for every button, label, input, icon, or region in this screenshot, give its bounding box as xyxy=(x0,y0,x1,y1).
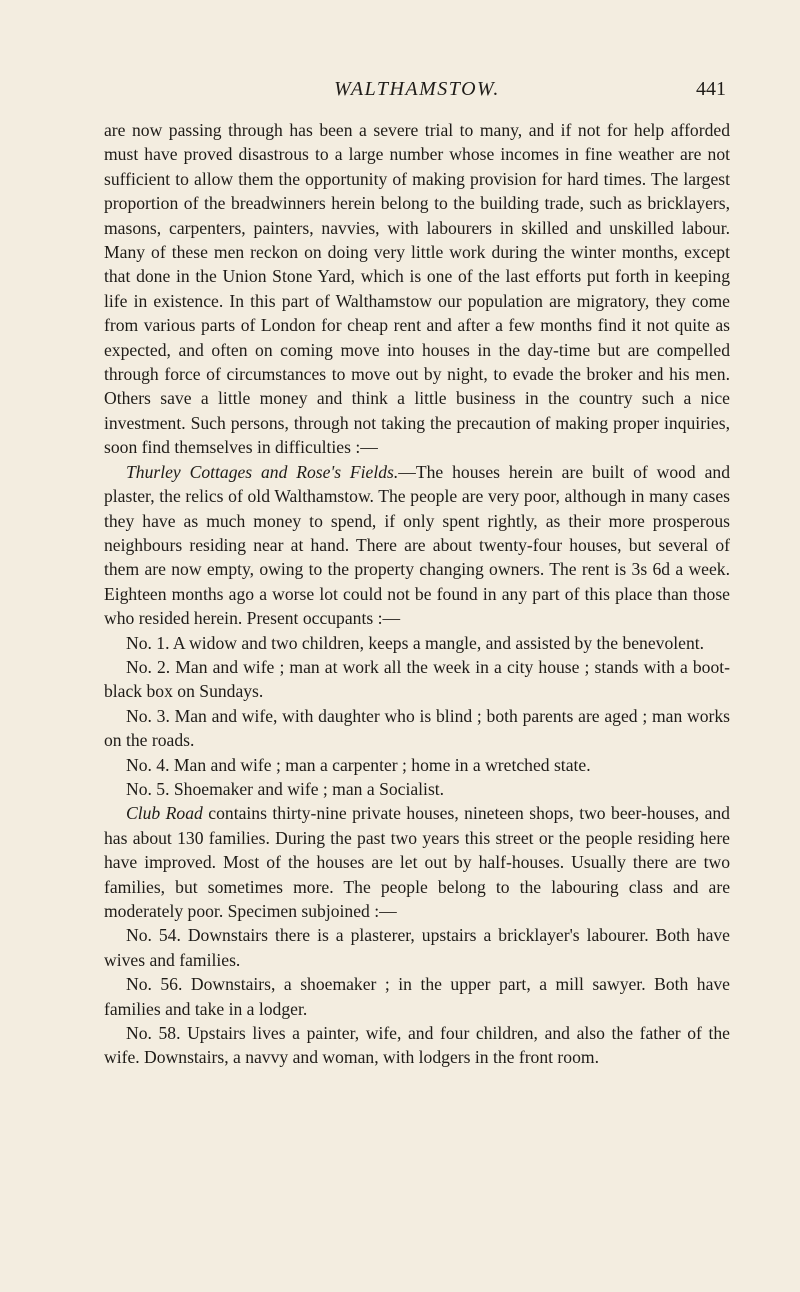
occupant-entry-no-3 xyxy=(104,704,730,753)
occupant-entry-no-58 xyxy=(104,1021,730,1070)
paragraph-thurley-cottages xyxy=(104,460,730,631)
occupant-entry-no-5 xyxy=(104,777,730,801)
paragraph-text: —The houses herein are built of wood and plaster, the relics of old Walthamstow. The people are very poor, although in many cases they have as much money to spend, if only spent rightly, as their more prosperous neighbours residing near at hand. There are about twenty-four houses, but several of them are now empty, owing to the property changing owners. The rent is 3s 6d a week. Eighteen months ago a worse lot could not be found in any part of this place than those who resided herein. Present occupants :— xyxy=(104,461,730,629)
paragraph-text: No. 2. Man and wife ; man at work all the week in a city house ; stands with a boot-black box on Sundays. xyxy=(104,656,730,702)
paragraph-text: No. 56. Downstairs, a shoemaker ; in the upper part, a mill sawyer. Both have families and take in a lodger. xyxy=(104,974,730,1019)
paragraph-text: are now passing through has been a severe trial to many, and if not for help afforded must have proved disastrous to a large number whose incomes in fine weather are not sufficient to allow them the opportunity of making provision for hard times. The largest proportion of the breadwinners herein belong to the building trade, such as bricklayers, masons, carpenters, painters, navvies, with labourers in skilled and unskilled labour. Many of these men reckon on doing very little work during the winter months, except that done in the Union Stone Yard, which is one of the last efforts put forth in keeping life in existence. In this part of Walthamstow our population are migratory, they come from various parts of London for cheap rent and after a few months find it not quite as expected, and often on coming move into houses in the day-time but are compelled through force of circumstances to move out by night, to evade the broker and his men. Others save a little money and think a little business in the country such a nice investment. Such persons, through not taking the precaution of making proper inquiries, soon find themselves in difficulties :— xyxy=(104,120,730,458)
occupant-entry-no-4 xyxy=(104,753,730,777)
paragraph-text: No. 3. Man and wife, with daughter who is blind ; both parents are aged ; man works on the roads. xyxy=(104,705,730,751)
paragraph-text: No. 54. Downstairs there is a plasterer, upstairs a bricklayer's labourer. Both have wives and families. xyxy=(104,925,730,970)
body-text xyxy=(104,118,730,1070)
paragraph-club-road xyxy=(104,801,730,923)
occupant-entry-no-54 xyxy=(104,923,730,972)
occupant-entry-no-2 xyxy=(104,655,730,704)
occupant-entry-no-56 xyxy=(104,972,730,1021)
paragraph-text: No. 1. A widow and two children, keeps a mangle, and assisted by the benevolent. xyxy=(126,632,705,653)
section-lead-thurley-cottages: Thurley Cottages and Rose's Fields. xyxy=(126,461,399,482)
paragraph-text: contains thirty-nine private houses, nineteen shops, two beer-houses, and has about 130 families. During the past two years this street or the people residing here have improved. Most of the houses are let out by half-houses. Usually there are two families, but sometimes more. The people belong to the labouring class and are moderately poor. Specimen subjoined :— xyxy=(104,803,730,921)
paragraph-text: No. 4. Man and wife ; man a carpenter ; home in a wretched state. xyxy=(126,754,591,775)
occupant-entry-no-1 xyxy=(104,631,730,655)
paragraph-intro xyxy=(104,118,730,460)
paragraph-text: No. 58. Upstairs lives a painter, wife, and four children, and also the father of the wife. Downstairs, a navvy and woman, with lodgers in the front room. xyxy=(104,1023,730,1068)
paragraph-text: No. 5. Shoemaker and wife ; man a Socialist. xyxy=(126,778,445,799)
page-number: 441 xyxy=(696,78,726,100)
chapter-title: WALTHAMSTOW. xyxy=(334,78,500,100)
running-head xyxy=(108,78,726,106)
section-lead-club-road: Club Road xyxy=(126,803,203,824)
